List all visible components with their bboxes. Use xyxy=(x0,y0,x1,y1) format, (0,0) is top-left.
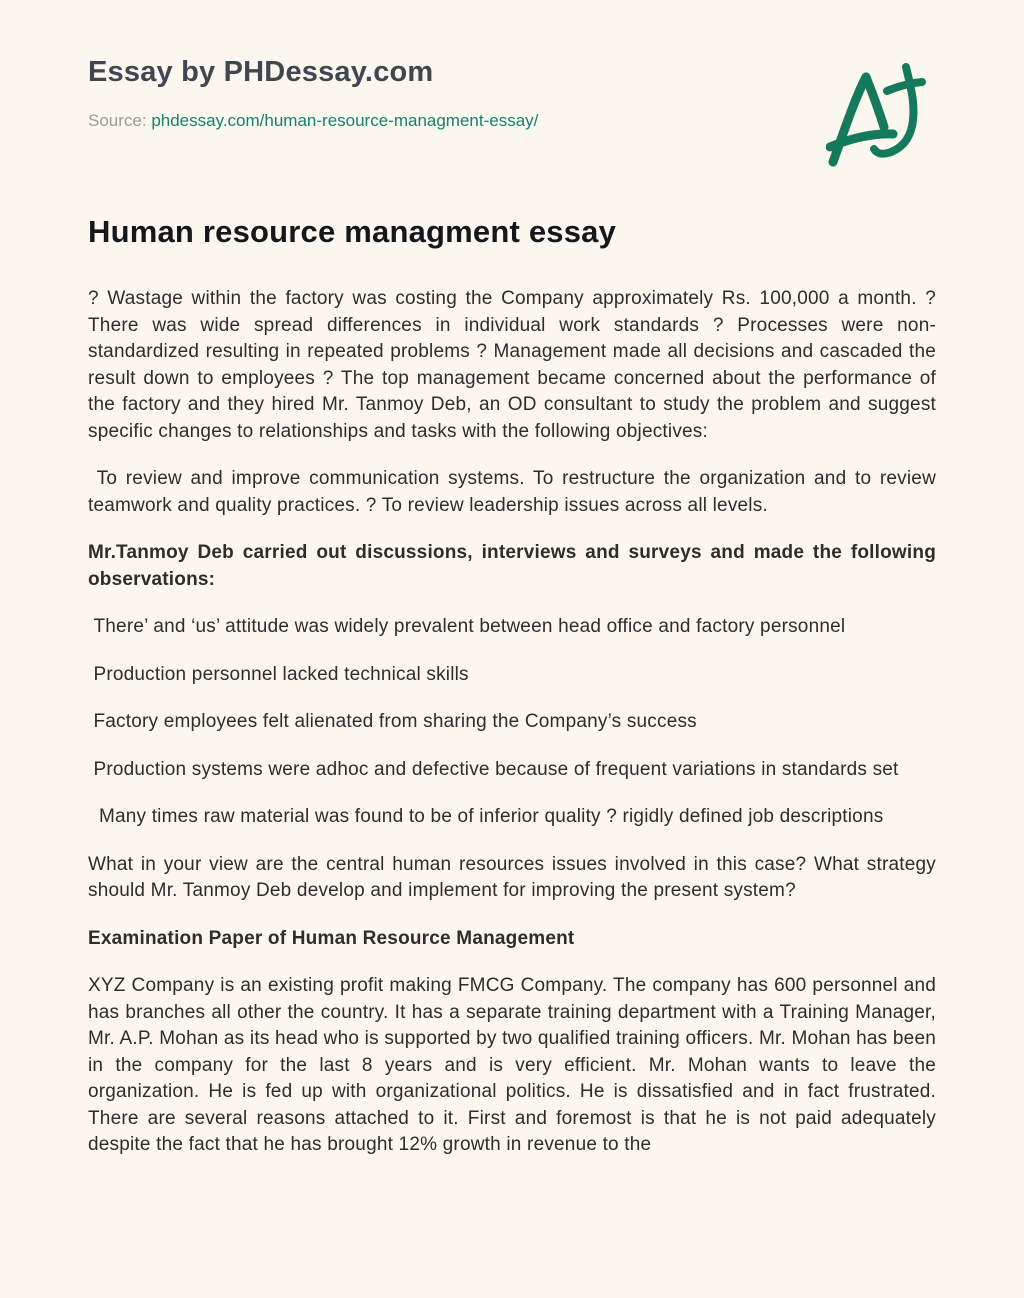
site-title: Essay by PHDessay.com xyxy=(88,56,434,88)
essay-paragraph: What in your view are the central human resources issues involved in this case? What strategy should Mr. Tanmoy Deb develop and implement for improving the present system? xyxy=(88,853,942,901)
essay-title: Human resource managment essay xyxy=(88,214,617,249)
essay-paragraph: Production personnel lacked technical skills xyxy=(88,663,469,685)
essay-paragraph: Many times raw material was found to be of inferior quality ? rigidly defined job descriptions xyxy=(88,806,884,827)
source-line xyxy=(88,111,538,131)
phdessay-aplus-logo-icon xyxy=(826,58,928,170)
essay-paragraph: Production systems were adhoc and defective because of frequent variations in standards set xyxy=(88,758,899,780)
essay-paragraph: Examination Paper of Human Resource Management xyxy=(88,927,575,949)
source-label: Source: xyxy=(88,111,152,130)
essay-paragraph: To review and improve communication systems. To restructure the organization and to review teamwork and quality practices. ? To review leadership issues across all levels. xyxy=(88,468,942,516)
essay-paragraph: ? Wastage within the factory was costing the Company approximately Rs. 100,000 a month. ? There was wide spread differences in individual work standards ? Processes were non-standardized resulting in repeated problems ? Management made all decisions and cascaded the result down to employees ? The top management became concerned about the performance of the factory and they hired Mr. Tanmoy Deb, an OD consultant to study the problem and suggest specific changes to relationships and tasks with the following objectives: xyxy=(88,288,942,442)
source-link[interactable]: phdessay.com/human-resource-managment-essay/ xyxy=(151,111,539,130)
page-header xyxy=(88,48,936,170)
header-text-block xyxy=(88,48,538,131)
essay-paragraph: Factory employees felt alienated from sharing the Company’s success xyxy=(88,711,697,732)
essay-paragraph: Mr.Tanmoy Deb carried out discussions, interviews and surveys and made the following observations: xyxy=(88,542,942,590)
essay-body xyxy=(88,286,942,1159)
essay-paragraph: XYZ Company is an existing profit making FMCG Company. The company has 600 personnel and has branches all other the country. It has a separate training department with a Training Manager, Mr. A.P. Mohan as its head who is supported by two qualified training officers. Mr. Mohan has been in the company for the last 8 years and is very efficient. Mr. Mohan wants to leave the organization. He is fed up with organizational politics. He is dissatisfied and in fact frustrated. There are several reasons attached to it. First and foremost is that he is not paid adequately despite the fact that he has brought 12% growth in revenue to the xyxy=(88,975,942,1155)
essay-paragraph: There’ and ‘us’ attitude was widely prevalent between head office and factory personnel xyxy=(88,616,846,637)
